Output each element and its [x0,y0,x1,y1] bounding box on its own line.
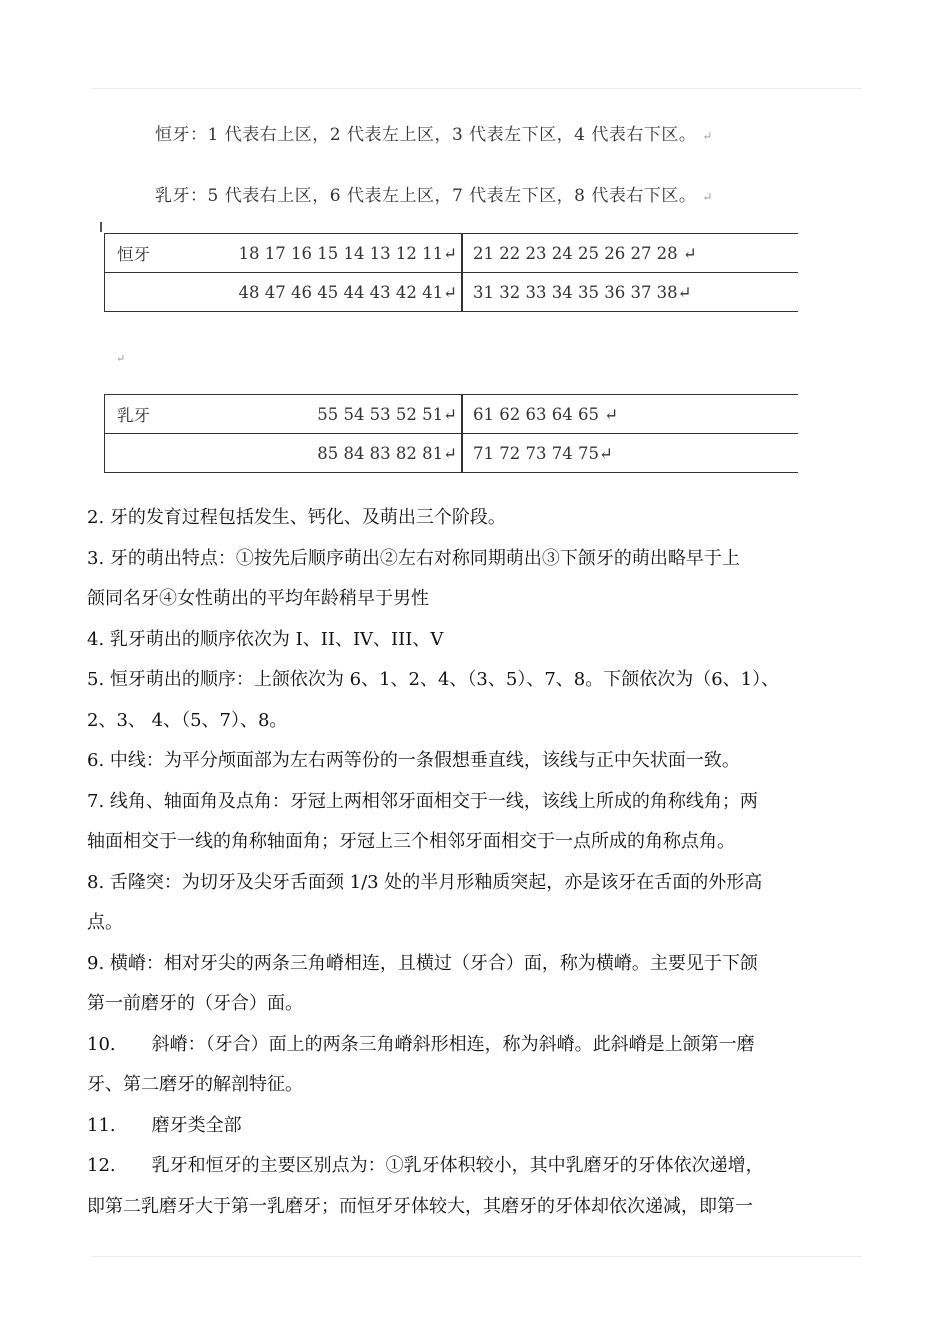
paragraph-line: 7. 线角、轴面角及点角：牙冠上两相邻牙面相交于一线，该线上所成的角称线角；两 [87,790,758,812]
paragraph-line: 3. 牙的萌出特点：①按先后顺序萌出②左右对称同期萌出③下颌牙的萌出略早于上 [87,547,740,569]
paragraph-mark-icon: ↵ [116,352,126,365]
table-empty-cell [105,434,238,473]
table-label: 恒牙 [105,234,238,273]
item-number: 10. [87,1033,116,1055]
paragraph-line: 轴面相交于一线的角称轴面角；牙冠上三个相邻牙面相交于一点所成的角称点角。 [87,831,735,852]
paragraph-mark-icon: ↵ [702,190,713,204]
item-text: 斜嵴：（牙合）面上的两条三角嵴斜形相连，称为斜嵴。此斜嵴是上颌第一磨 [151,1033,755,1055]
paragraph-line [87,1146,887,1187]
item-number: 11. [87,1114,116,1136]
paragraph-line: 即第二乳磨牙大于第一乳磨牙；而恒牙牙体较大，其磨牙的牙体却依次递减，即第一 [87,1195,753,1217]
table-anchor-mark [100,222,102,232]
lower-right-quadrant: 48 47 46 45 44 43 42 41↵ [237,273,462,312]
paragraph-mark-icon: ↵ [702,129,713,143]
paragraph-line: 6. 中线：为平分颅面部为左右两等份的一条假想垂直线，该线与正中矢状面一致。 [87,750,740,771]
permanent-teeth-table [104,233,798,312]
lower-right-quadrant: 85 84 83 82 81↵ [237,434,462,473]
upper-left-quadrant: 21 22 23 24 25 26 27 28 ↵ [462,234,798,273]
primary-teeth-table [104,394,798,473]
footer-rule [92,1256,862,1257]
document-body [87,498,887,1227]
legend-permanent: 恒牙：1 代表右上区，2 代表左上区，3 代表左下区，4 代表右下区。 ↵ [155,125,713,145]
paragraph-line: 牙、第二磨牙的解剖特征。 [87,1074,303,1095]
table-label: 乳牙 [105,395,238,434]
item-text: 磨牙类全部 [151,1114,242,1136]
item-text: 乳牙和恒牙的主要区别点为：①乳牙体积较小，其中乳磨牙的牙体依次递增， [151,1155,764,1176]
legend-primary: 乳牙：5 代表右上区，6 代表左上区，7 代表左下区，8 代表右下区。 ↵ [155,186,713,206]
paragraph-line: 2. 牙的发育过程包括发生、钙化、及萌出三个阶段。 [87,507,506,528]
lower-left-quadrant: 31 32 33 34 35 36 37 38↵ [462,273,798,312]
paragraph-line: 8. 舌隆突：为切牙及尖牙舌面颈 1/3 处的半月形釉质突起，亦是该牙在舌面的外形高 [87,871,763,893]
upper-right-quadrant: 55 54 53 52 51↵ [237,395,462,434]
paragraph-line [87,1025,887,1066]
paragraph-line: 点。 [87,912,123,933]
upper-right-quadrant: 18 17 16 15 14 13 12 11↵ [237,234,462,273]
item-number: 12. [87,1155,116,1176]
paragraph-line: 2、3、 4、（5、7）、8。 [87,709,288,731]
paragraph-line: 5. 恒牙萌出的顺序：上颌依次为 6、1、2、4、（3、5）、7、8。下颌依次为（6、1）、 [87,669,780,690]
paragraph-line: 4. 乳牙萌出的顺序依次为 I、II、IV、III、V [87,628,444,650]
lower-left-quadrant: 71 72 73 74 75↵ [462,434,798,473]
table-empty-cell [105,273,238,312]
paragraph-line: 9. 横嵴：相对牙尖的两条三角嵴相连，且横过（牙合）面，称为横嵴。主要见于下颌 [87,952,758,974]
paragraph-line: 颌同名牙④女性萌出的平均年龄稍早于男性 [87,588,429,609]
header-rule [92,88,862,89]
paragraph-line: 第一前磨牙的（牙合）面。 [87,993,303,1014]
upper-left-quadrant: 61 62 63 64 65 ↵ [462,395,798,434]
paragraph-line [87,1106,887,1147]
